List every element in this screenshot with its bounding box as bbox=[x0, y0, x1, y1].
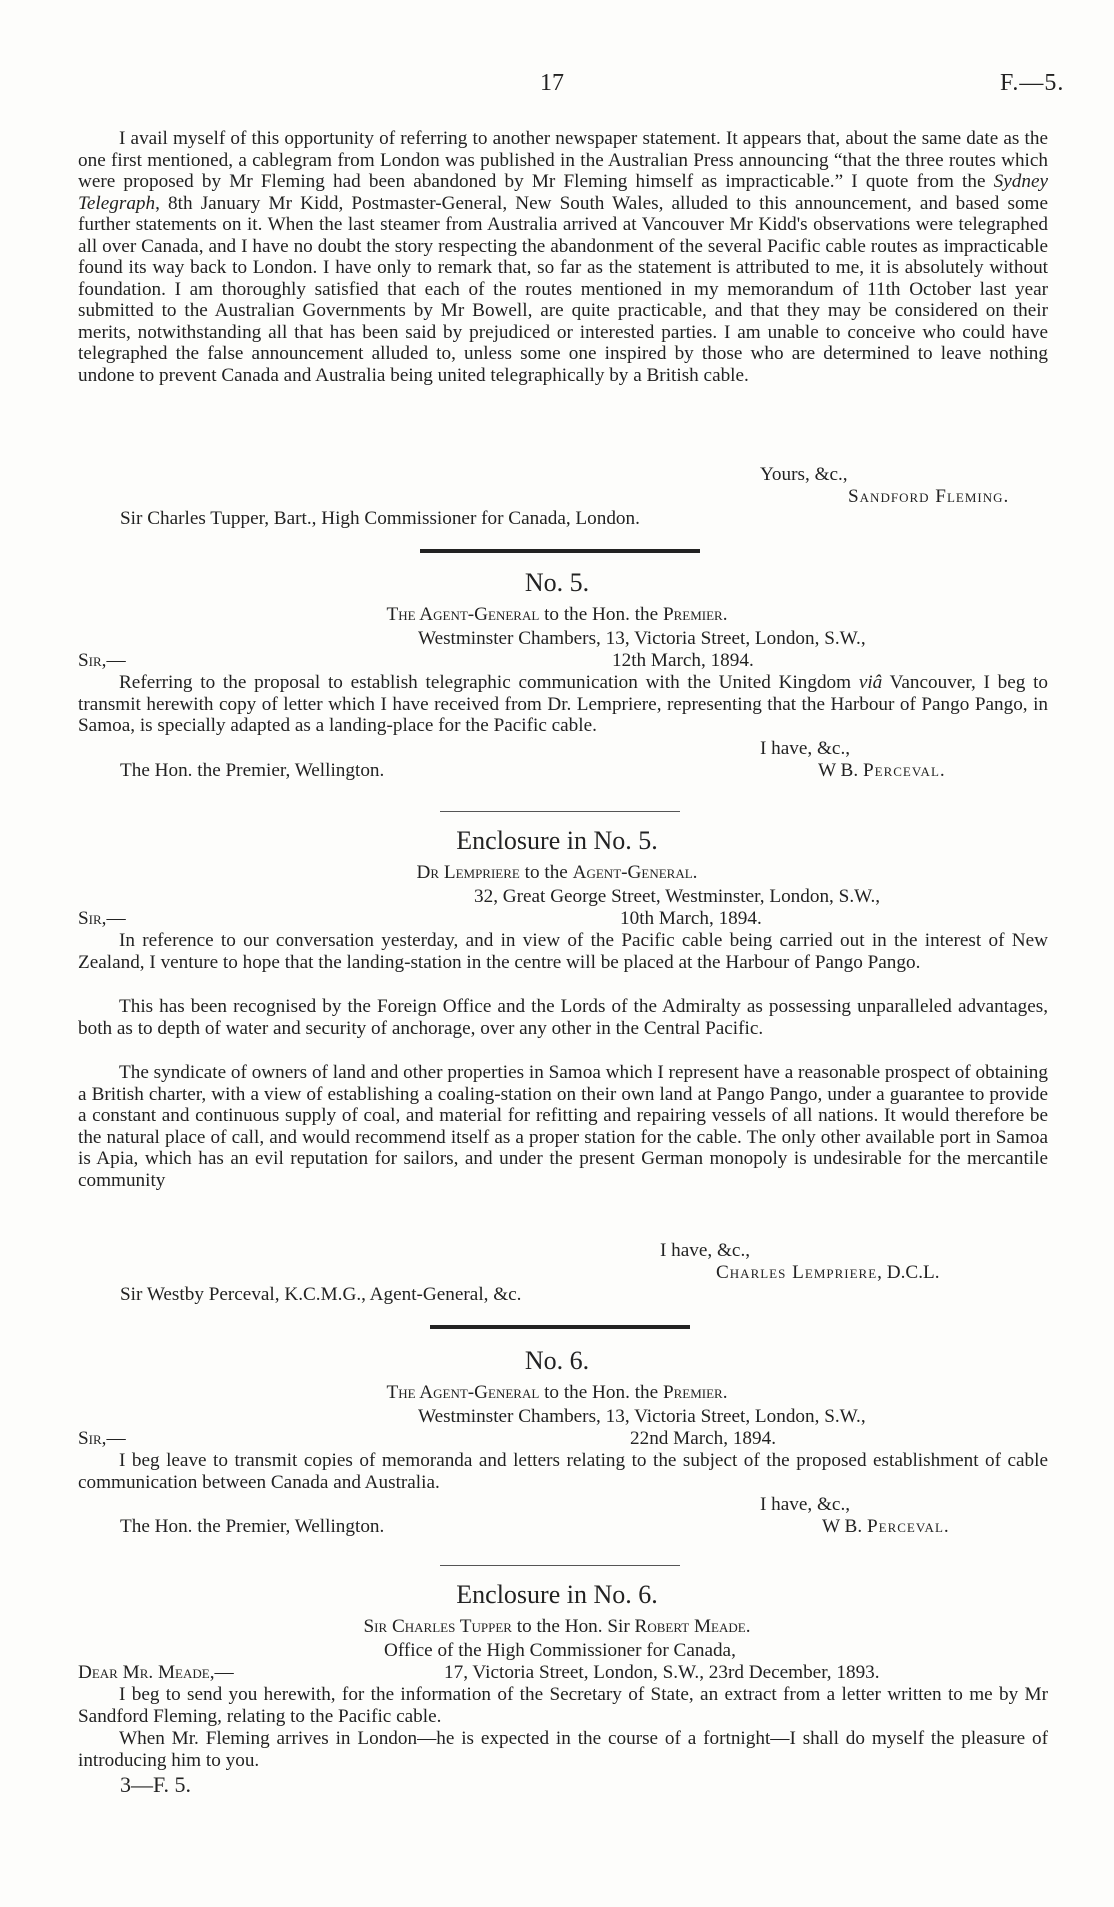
letter-date: 22nd March, 1894. bbox=[630, 1428, 777, 1449]
letter-signature: Sandford Fleming. bbox=[848, 486, 1010, 507]
quote-source: Sydney Telegraph bbox=[78, 171, 1048, 214]
letter-body-paragraph: In reference to our conversation yesterday, and in view of the Pacific cable being carried out in the interest of New Zealand, I venture to hope that the landing-station in the centre will be placed at the Harbour of Pango Pango. bbox=[78, 930, 1048, 973]
letter-signature: Charles Lempriere, D.C.L. bbox=[716, 1262, 940, 1283]
italic-via: viâ bbox=[858, 672, 883, 693]
sender-address: Office of the High Commissioner for Canada, bbox=[384, 1640, 736, 1661]
letter-body-paragraph: Referring to the proposal to establish telegraphic communication with the United Kingdom viâ Vancouver, I beg to transmit herewith copy of letter which I have received from Dr. Lempriere, representing that the Harbour of Pango Pango, in Samoa, is specially adapted as a landing-place for the Pacific cable. bbox=[78, 672, 1048, 736]
printer-signature-mark: 3—F. 5. bbox=[120, 1772, 191, 1797]
letter-addressee: Sir Westby Perceval, K.C.M.G., Agent-General, &c. bbox=[120, 1284, 522, 1305]
letter-body-paragraph: This has been recognised by the Foreign Office and the Lords of the Admiralty as possessing unparalleled advantages, both as to depth of water and security of anchorage, over any other in the Central Pacific. bbox=[78, 996, 1048, 1039]
letter-body-paragraph: I avail myself of this opportunity of referring to another newspaper statement. It appears that, about the same date as the one first mentioned, a cablegram from London was published in the Australian Press announcing “that the three routes which were proposed by Mr Fleming had been abandoned by Mr Fleming himself as impracticable.” I quote from the Sydney Telegraph, 8th January Mr Kidd, Postmaster-General, New South Wales, alluded to this announcement, and based some further statements on it. When the last steamer from Australia arrived at Vancouver Mr Kidd's observations were telegraphed all over Canada, and I have no doubt the story respecting the abandonment of the several Pacific cable routes as impracticable found its way back to London. I have only to remark that, so far as the statement is attributed to me, it is absolutely without foundation. I am thoroughly satisfied that each of the routes mentioned in my memorandum of 11th October last year submitted to the Australian Governments by Mr Bowell, are quite practicable, and that they may be considered on their merits, notwithstanding all that has been said by prejudiced or interested parties. I am unable to conceive who could have telegraphed the false announcement alluded to, unless some one inspired by those who are determined to leave nothing undone to prevent Canada and Australia being united telegraphically by a British cable. bbox=[78, 128, 1048, 386]
letter-signature: W B. Perceval. bbox=[818, 760, 946, 781]
sender-address: Westminster Chambers, 13, Victoria Street, London, S.W., bbox=[418, 628, 866, 649]
salutation: Sir,— bbox=[78, 1428, 126, 1449]
letter-date: 12th March, 1894. bbox=[612, 650, 754, 671]
letter-addressee: Sir Charles Tupper, Bart., High Commissioner for Canada, London. bbox=[120, 508, 640, 529]
section-divider bbox=[440, 811, 680, 812]
letter-body-paragraph: I beg to send you herewith, for the information of the Secretary of State, an extract from a letter written to me by Mr Sandford Fleming, relating to the Pacific cable. bbox=[78, 1684, 1048, 1727]
salutation: Sir,— bbox=[78, 908, 126, 929]
letter-closing: Yours, &c., bbox=[760, 464, 848, 485]
route-line-no6: The Agent-General to the Hon. the Premier. bbox=[386, 1382, 728, 1403]
sender-address: Westminster Chambers, 13, Victoria Street, London, S.W., bbox=[418, 1406, 866, 1427]
section-title-enclosure-no6: Enclosure in No. 6. bbox=[456, 1580, 658, 1609]
sender-address-date: 17, Victoria Street, London, S.W., 23rd December, 1893. bbox=[444, 1662, 880, 1683]
letter-closing: I have, &c., bbox=[760, 738, 851, 759]
section-divider bbox=[440, 1565, 680, 1566]
section-title-no5: No. 5. bbox=[524, 568, 590, 597]
salutation: Dear Mr. Meade,— bbox=[78, 1662, 234, 1683]
section-divider bbox=[430, 1325, 690, 1329]
letter-addressee: The Hon. the Premier, Wellington. bbox=[120, 1516, 385, 1537]
letter-addressee: The Hon. the Premier, Wellington. bbox=[120, 760, 385, 781]
page-code: F.—5. bbox=[1000, 70, 1065, 96]
section-divider bbox=[420, 549, 700, 553]
letter-closing: I have, &c., bbox=[760, 1494, 851, 1515]
letter-signature: W B. Perceval. bbox=[822, 1516, 950, 1537]
salutation: Sir,— bbox=[78, 650, 126, 671]
sender-address: 32, Great George Street, Westminster, London, S.W., bbox=[474, 886, 881, 907]
letter-date: 10th March, 1894. bbox=[620, 908, 762, 929]
letter-body-paragraph: I beg leave to transmit copies of memoranda and letters relating to the subject of the proposed establishment of cable communication between Canada and Australia. bbox=[78, 1450, 1048, 1493]
section-title-enclosure-no5: Enclosure in No. 5. bbox=[456, 826, 658, 855]
letter-body-paragraph: When Mr. Fleming arrives in London—he is expected in the course of a fortnight—I shall do myself the pleasure of introducing him to you. bbox=[78, 1728, 1048, 1771]
letter-closing: I have, &c., bbox=[660, 1240, 751, 1261]
route-line-enclosure-no5: Dr Lempriere to the Agent-General. bbox=[416, 862, 698, 883]
route-line-no5: The Agent-General to the Hon. the Premier. bbox=[386, 604, 728, 625]
page-number: 17 bbox=[540, 70, 564, 96]
letter-body-paragraph: The syndicate of owners of land and other properties in Samoa which I represent have a reasonable prospect of obtaining a British charter, with a view of establishing a coaling-station on their own land at Pango Pango, under a guarantee to provide a constant and continuous supply of coal, and material for refitting and repairing vessels of all nations. It would therefore be the natural place of call, and would recommend itself as a proper station for the cable. The only other available port in Samoa is Apia, which has an evil reputation for sailors, and under the present German monopoly is undesirable for the mercantile community bbox=[78, 1062, 1048, 1191]
section-title-no6: No. 6. bbox=[524, 1346, 590, 1375]
route-line-enclosure-no6: Sir Charles Tupper to the Hon. Sir Robert Meade. bbox=[363, 1616, 751, 1637]
